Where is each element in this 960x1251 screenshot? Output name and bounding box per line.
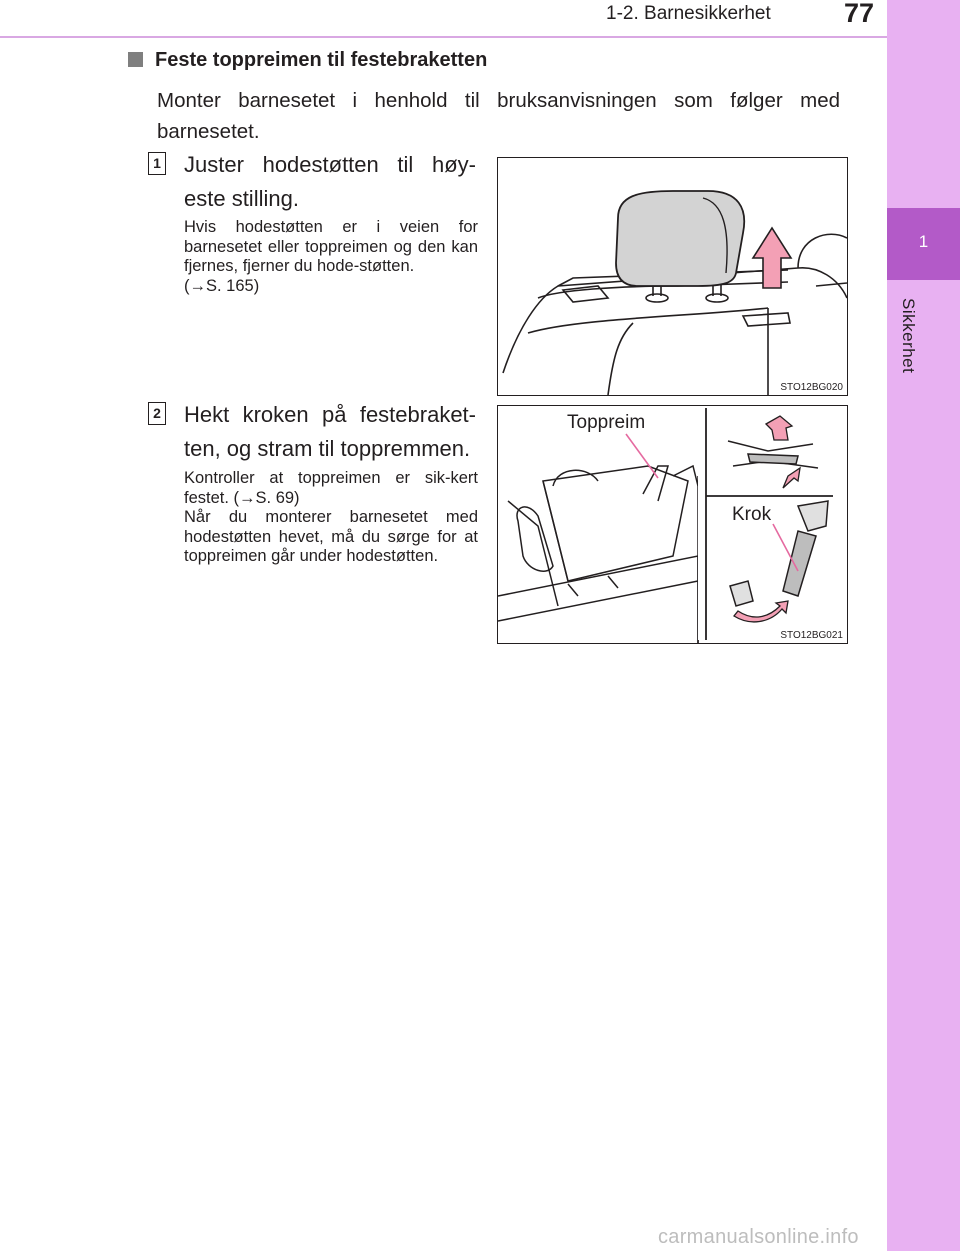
- step-2-badge: 2: [148, 402, 166, 425]
- section-intro: Monter barnesetet i henhold til bruksanvisningen som følger med barnesetet.: [157, 89, 840, 143]
- section-heading: [128, 49, 487, 72]
- step-2-note-text-2: Når du monterer barnesetet med hodestøtten hevet, må du sørge for at toppreimen går under hodestøtten.: [184, 508, 478, 565]
- watermark: carmanualsonline.info: [658, 1226, 859, 1248]
- figure-code: STO12BG020: [780, 382, 843, 393]
- step-2-note-text: Kontroller at toppreimen er sik-kert festet. (→S. 69): [184, 469, 478, 507]
- up-arrow-icon: [753, 228, 791, 288]
- step-2-text: Hekt kroken på festebraket-ten, og stram til toppremmen.: [184, 402, 476, 461]
- page-number: 77: [844, 0, 875, 28]
- top-tether-illustration: [498, 406, 847, 643]
- section-heading-text: Feste toppreimen til festebraketten: [155, 49, 488, 71]
- callout-hook: Krok: [732, 504, 772, 525]
- step-1-badge: 1: [148, 152, 166, 175]
- figure-headrest: [497, 157, 848, 396]
- header-divider: [0, 36, 887, 38]
- step-1-page-ref-link[interactable]: (→S. 165): [184, 276, 260, 295]
- square-bullet-icon: [128, 52, 143, 67]
- chapter-label: Sikkerhet: [899, 298, 918, 374]
- step-2-note: [184, 469, 478, 567]
- callout-top-tether: Toppreim: [567, 412, 646, 433]
- figure-code: STO12BG021: [780, 630, 843, 641]
- chapter-number: 1: [918, 232, 929, 251]
- headrest-illustration: [498, 158, 847, 395]
- header-section-title: 1-2. Barnesikkerhet: [606, 3, 771, 24]
- figure-top-tether: [497, 405, 848, 644]
- step-1-text: Juster hodestøtten til høy-este stilling.: [184, 152, 476, 211]
- step-1-note: [184, 218, 478, 296]
- step-1-note-text: Hvis hodestøtten er i veien for barnesetet eller toppreimen og den kan fjernes, fjerner du hode-støtten.: [184, 218, 478, 275]
- chapter-side-tab: [887, 0, 960, 1251]
